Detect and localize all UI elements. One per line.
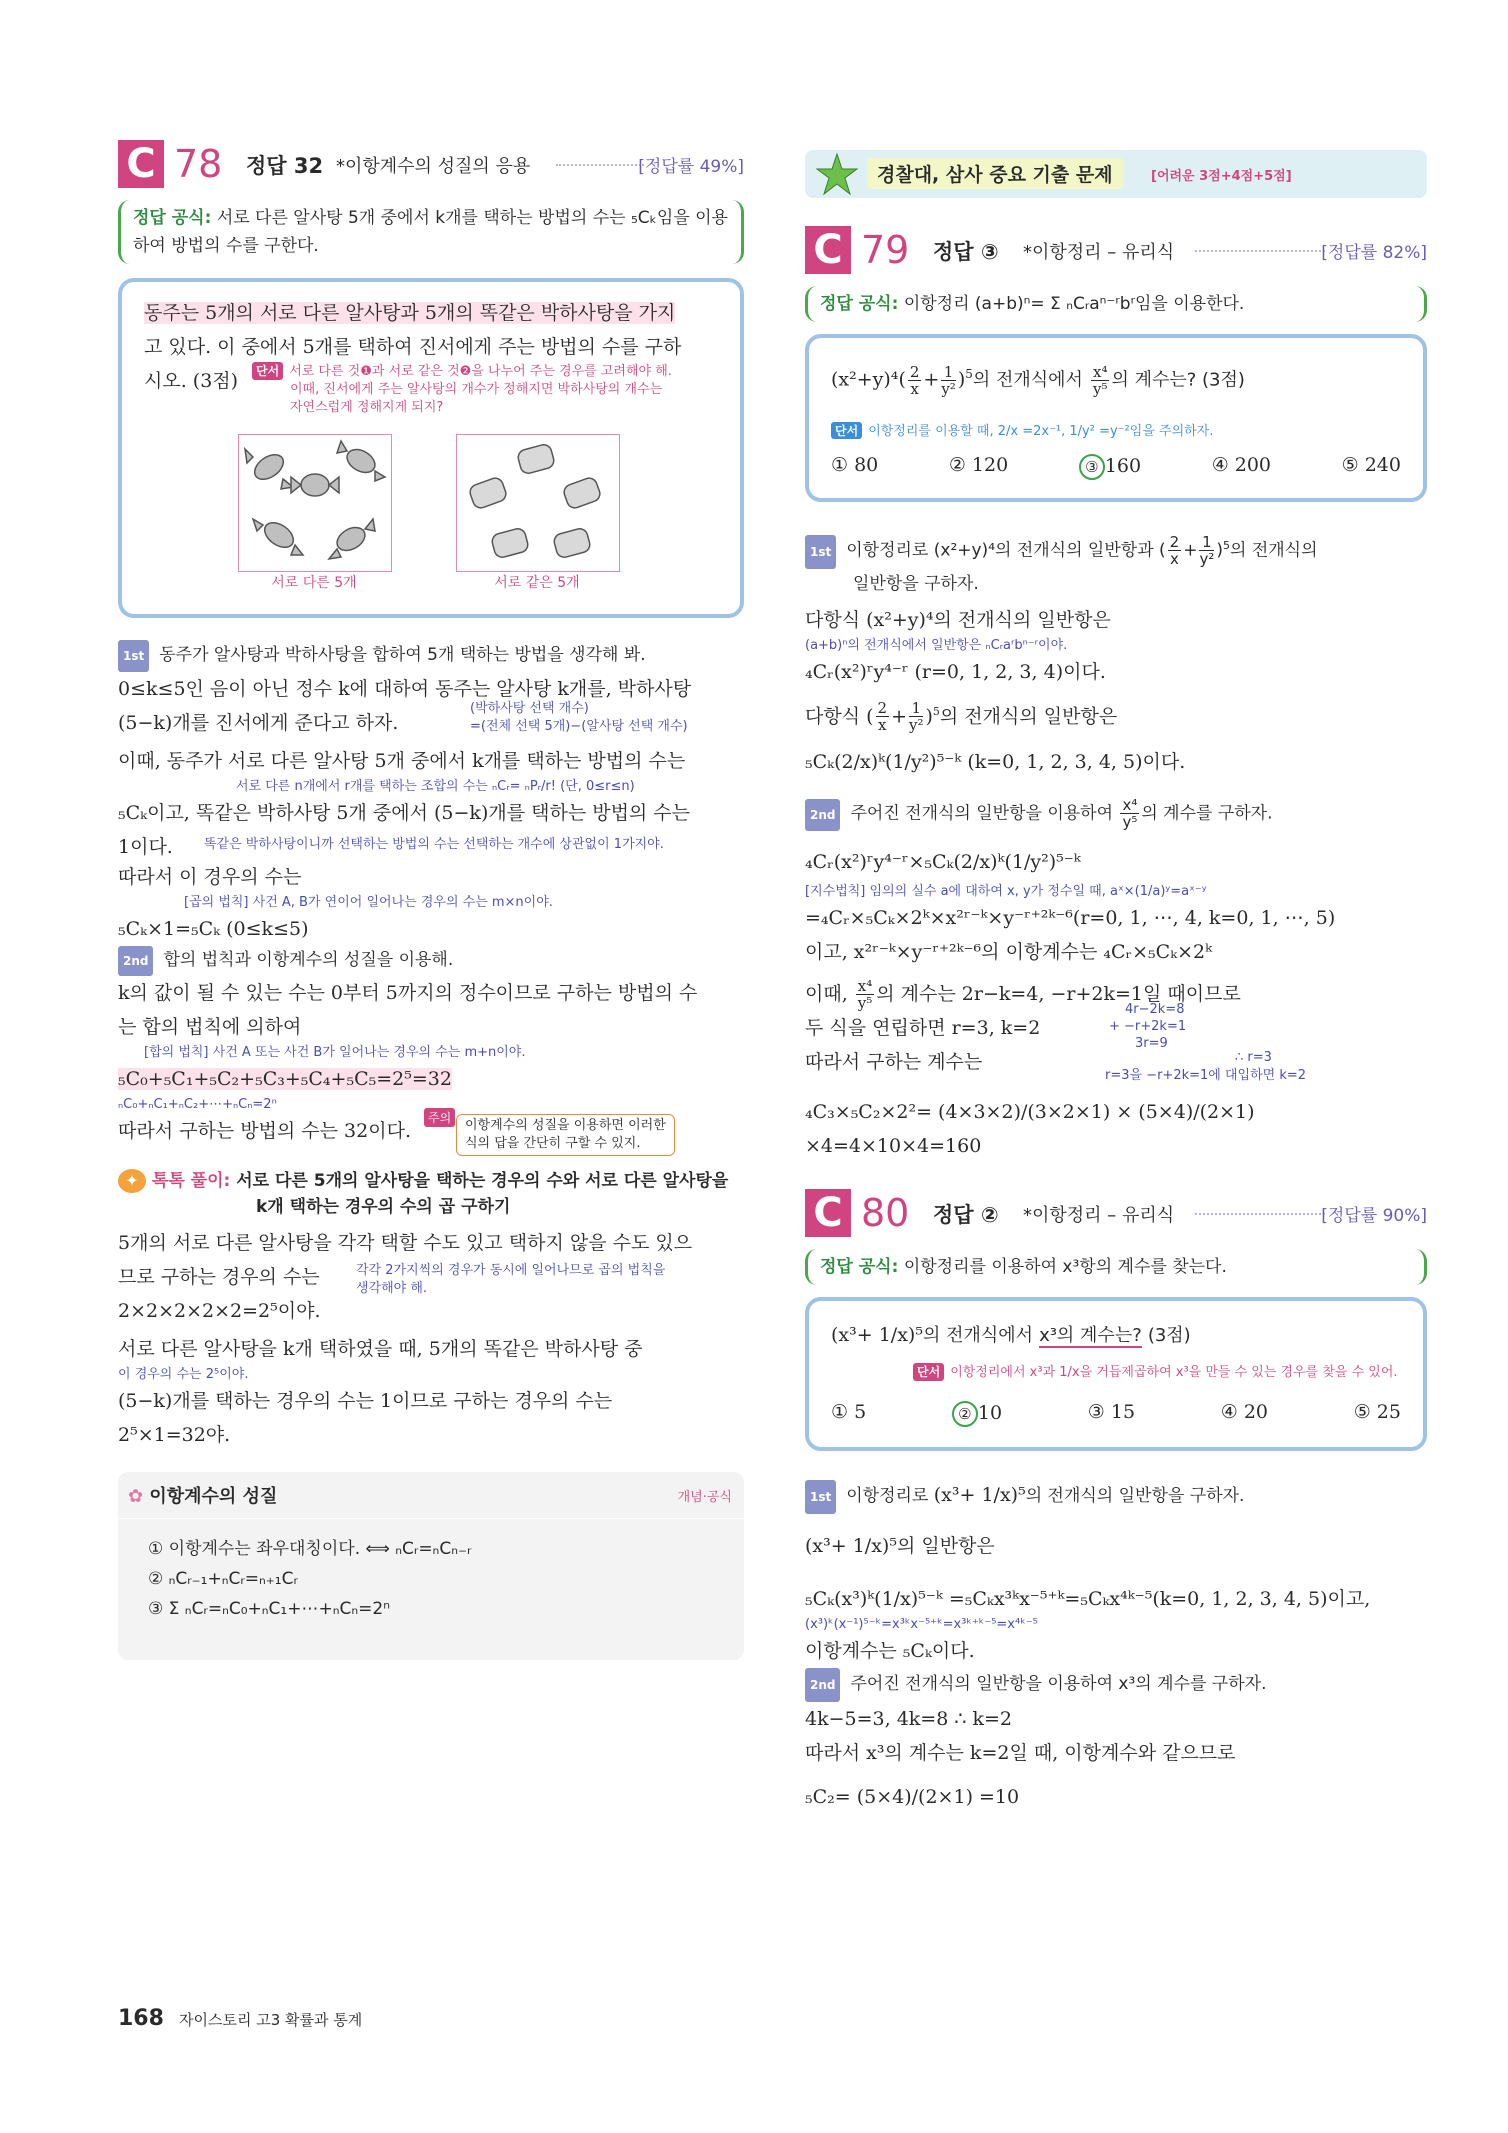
sol-calc-sub: r=3을 −r+2k=1에 대입하면 k=2 bbox=[1105, 1068, 1307, 1084]
answer-formula bbox=[118, 200, 744, 264]
banner bbox=[805, 150, 1427, 198]
toktok-line-6: 2⁵×1=32야. bbox=[118, 1424, 231, 1446]
sol-line-2: (5−k)개를 진서에게 준다고 하자. bbox=[118, 712, 399, 734]
sol-line-3b: 의 전개식의 일반항은 bbox=[939, 704, 1118, 727]
concept-tag: 개념·공식 bbox=[677, 1490, 732, 1505]
sol-note-3: 서로 다른 n개에서 r개를 택하는 조합의 수는 ₙCᵣ= ₙPᵣ/r! (단, 0≤r≤n) bbox=[236, 779, 635, 794]
choice-5[interactable]: ⑤ 240 bbox=[1341, 454, 1401, 476]
formula-text-2: 하여 방법의 수를 구한다. bbox=[133, 236, 319, 256]
hint-line-1: 서로 다른 것❶과 서로 같은 것❷을 나누어 주는 경우를 고려해야 해. bbox=[289, 364, 672, 379]
sol-line-3: 이때, 동주가 서로 다른 알사탕 5개 중에서 k개를 택하는 방법의 수는 bbox=[118, 750, 686, 772]
answer-label: 정답 32 bbox=[246, 154, 324, 178]
sol-note-1: (박하사탕 선택 개수) bbox=[470, 701, 589, 716]
answer-circle-icon: ③ bbox=[1079, 454, 1105, 480]
sol-line-5: 1이다. bbox=[118, 836, 173, 858]
choice-2[interactable]: ② 10 bbox=[952, 1401, 1002, 1427]
step-2nd-tag: 2nd bbox=[805, 799, 840, 831]
problem-line-3: 시오. (3점) bbox=[144, 370, 239, 392]
step-2nd-tag: 2nd bbox=[805, 1668, 840, 1702]
toktok-note-1: 각각 2가지씩의 경우가 동시에 일어나므로 곱의 법칙을 bbox=[356, 1263, 666, 1278]
answer-circle-icon: ② bbox=[952, 1401, 978, 1427]
solution-79: 1st 이항정리로 (x²+y)⁴의 전개식의 일반항과 ( $\frac{2}{x}$ + $\frac{1}{\text{y²}}$ )$^5$의 전개식의 일반항을 구하자. 다항식 (x²+y)⁴의 전개식의 일반항은 (a+b)ⁿ의 전개식에서 일반항은 ₙCᵣaʳbⁿ⁻ʳ이야. ₄Cᵣ(x²)ʳy⁴⁻ʳ (r=0, 1, 2, 3, 4)이다. 다항식 ( $\frac{2}{x}$ + $\frac{1}{\text{y²}}$ )$^5$의 전개식의 일반항은 ₅Cₖ(2/x)ᵏ(1/y²)⁵⁻ᵏ (k=0, 1, 2, 3, 4, 5)이다. 2nd 주어진 전개식의 일반항을 이용하여 $\frac{\text{x⁴}}{\text{y⁵}}$ 의 계수를 구하자. ₄Cᵣ(x²)ʳy⁴⁻ʳ×₅Cₖ(2/x)ᵏ(1/y²)⁵⁻ᵏ [지수법칙] 임의의 실수 a에 대하여 x, y가 정수일 때, aˣ×(1/a)ʸ=aˣ⁻ʸ =₄Cᵣ×₅Cₖ×2ᵏ×x²ʳ⁻ᵏ×y⁻ʳ⁺²ᵏ⁻⁶(r=0, 1, ⋯, 4, k=0, 1, ⋯, 5) 이고, x²ʳ⁻ᵏ×y⁻ʳ⁺²ᵏ⁻⁶의 이항계수는 ₄Cᵣ×₅Cₖ×2ᵏ 이때, $\frac{\text{x⁴}}{\text{y⁵}}$ 의 계수는 2r−k=4, −r+2k=1일 때이므로 두 식을 연립하면 r=3, k=2 따라서 구하는 계수는 4r−2k=8 + −r+2k=1 3r=9 ∴ r=3 r=3을 −r+2k=1에 대입하면 k=2 ₄C₃×₅C₂×2²= (4×3×2)/(3×2×1) × (5×4)/(2×1) ×4=4×10×4=160 bbox=[805, 530, 1427, 1163]
step-2nd-b: 의 계수를 구하자. bbox=[1141, 803, 1273, 824]
solution-80: 1st 이항정리로 (x³+ 1/x)⁵의 전개식의 일반항을 구하자. (x³+ 1/x)⁵의 일반항은 ₅Cₖ(x³)ᵏ(1/x)⁵⁻ᵏ =₅Cₖx³ᵏx⁻⁵⁺ᵏ=₅Cₖx⁴ᵏ⁻⁵(k=0, 1, 2, 3, 4, 5)이고, (x³)ᵏ(x⁻¹)⁵⁻ᵏ=x³ᵏx⁻⁵⁺ᵏ=x³ᵏ⁺ᵏ⁻⁵=x⁴ᵏ⁻⁵ 이항계수는 ₅Cₖ이다. 2nd 주어진 전개식의 일반항을 이용하여 x³의 계수를 구하자. 4k−5=3, 4k=8 ∴ k=2 따라서 x³의 계수는 k=2일 때, 이항계수와 같으므로 ₅C₂= (5×4)/(2×1) =10 bbox=[805, 1477, 1427, 1814]
toktok-line-4: 서로 다른 알사탕을 k개 택하였을 때, 5개의 똑같은 박하사탕 중 bbox=[118, 1338, 643, 1360]
sol-note-1: (a+b)ⁿ의 전개식에서 일반항은 ₙCᵣaʳbⁿ⁻ʳ이야. bbox=[805, 637, 1068, 653]
topic-label: *이항정리 – 유리식 bbox=[1023, 1205, 1175, 1227]
toktok-icon: ✦ bbox=[118, 1169, 146, 1193]
sol-line-8: k의 값이 될 수 있는 수는 0부터 5까지의 정수이므로 구하는 방법의 수 bbox=[118, 982, 698, 1004]
toktok-line-5: (5−k)개를 택하는 경우의 수는 1이므로 구하는 경우의 수는 bbox=[118, 1390, 613, 1412]
sol-line-5: ₄Cᵣ(x²)ʳy⁴⁻ʳ×₅Cₖ(2/x)ᵏ(1/y²)⁵⁻ᵏ bbox=[805, 850, 1081, 873]
sol-line-11: 따라서 구하는 방법의 수는 32이다. bbox=[118, 1120, 411, 1142]
choice-4[interactable]: ④ 20 bbox=[1220, 1401, 1269, 1424]
choice-3[interactable]: ③ 15 bbox=[1087, 1401, 1136, 1424]
sol-note-5: [곱의 법칙] 사건 A, B가 연이어 일어나는 경우의 수는 m×n이야. bbox=[184, 895, 553, 910]
problem-box bbox=[805, 1297, 1427, 1451]
sol-line-10: ₅C₀+₅C₁+₅C₂+₅C₃+₅C₄+₅C₅=2⁵=32 bbox=[118, 1068, 452, 1090]
correct-rate: [정답률 49%] bbox=[638, 157, 744, 177]
sol-line-11: ₄C₃×₅C₂×2²= (4×3×2)/(3×2×1) × (5×4)/(2×1) ×4=4×10×4=160 bbox=[805, 1101, 1255, 1158]
sol-line-1: 0≤k≤5인 음이 아닌 정수 k에 대하여 동주는 알사탕 k개를, 박하사탕 bbox=[118, 678, 692, 700]
toktok-desc-2: k개 택하는 경우의 수의 곱 구하기 bbox=[256, 1197, 511, 1217]
step-1st-a: 이항정리로 bbox=[846, 1486, 929, 1507]
step-1st-tag: 1st bbox=[805, 1480, 836, 1514]
sol-calc-result: ∴ r=3 bbox=[1235, 1050, 1272, 1066]
star-icon bbox=[815, 152, 859, 196]
concept-item-2: ② ₙCᵣ₋₁+ₙCᵣ=ₙ₊₁Cᵣ bbox=[148, 1569, 298, 1589]
formula-label: 정답 공식: bbox=[820, 294, 899, 314]
caution-line-1: 이항계수의 성질을 이용하면 이러한 bbox=[465, 1118, 666, 1133]
step-1st-tag: 1st bbox=[805, 535, 836, 569]
candy-image bbox=[238, 434, 392, 572]
toktok-note-2: 생각해야 해. bbox=[356, 1281, 428, 1296]
sol-line-9: 두 식을 연립하면 r=3, k=2 bbox=[805, 1017, 1041, 1040]
hint-text: 이항정리를 이용할 때, 2/x =2x⁻¹, 1/y² =y⁻²임을 주의하자. bbox=[868, 424, 1214, 439]
formula-text: 이항정리 (a+b)ⁿ= Σ ₙCᵣaⁿ⁻ʳbʳ임을 이용한다. bbox=[903, 294, 1245, 314]
answer-label: 정답 ② bbox=[933, 1203, 999, 1228]
step-2nd: 주어진 전개식의 일반항을 이용하여 x³의 계수를 구하자. bbox=[850, 1674, 1267, 1695]
image-label-same: 서로 같은 5개 bbox=[494, 575, 580, 591]
sol-line-1a: (x³+ 1/x)⁵ bbox=[805, 1535, 897, 1558]
sol-line-8b: 의 계수는 2r−k=4, −r+2k=1일 때이므로 bbox=[876, 982, 1241, 1005]
sol-note-2: [지수법칙] 임의의 실수 a에 대하여 x, y가 정수일 때, aˣ×(1/a)ʸ=aˣ⁻ʸ bbox=[805, 883, 1207, 899]
flower-icon: ✿ bbox=[128, 1486, 144, 1507]
image-label-different: 서로 다른 5개 bbox=[271, 575, 357, 591]
right-column bbox=[805, 150, 1427, 1814]
problem-badge: C bbox=[805, 1189, 851, 1237]
choice-4[interactable]: ④ 200 bbox=[1211, 454, 1272, 476]
sol-line-7: 이고, x²ʳ⁻ᵏ×y⁻ʳ⁺²ᵏ⁻⁶의 이항계수는 ₄Cᵣ×₅Cₖ×2ᵏ bbox=[805, 940, 1213, 963]
problem-line-2: 고 있다. 이 중에서 5개를 택하여 진서에게 주는 방법의 수를 구하 bbox=[144, 336, 682, 358]
correct-rate: [정답률 90%] bbox=[1321, 1206, 1427, 1227]
hint bbox=[252, 362, 722, 417]
dotted-leader bbox=[1195, 1213, 1325, 1215]
problem-number: 79 bbox=[861, 228, 910, 272]
sol-line-10: 따라서 구하는 계수는 bbox=[805, 1051, 983, 1074]
sol-line-7: ₅Cₖ×1=₅Cₖ (0≤k≤5) bbox=[118, 918, 309, 940]
hint-tag: 단서 bbox=[913, 1363, 944, 1381]
choice-1[interactable]: ① 80 bbox=[831, 454, 879, 476]
sol-line-1b: 의 일반항은 bbox=[896, 1535, 995, 1558]
concept-title: 이항계수의 성질 bbox=[149, 1486, 278, 1507]
choice-1[interactable]: ① 5 bbox=[831, 1401, 867, 1424]
hint-text: 이항정리에서 x³과 1/x을 거듭제곱하여 x³을 만들 수 있는 경우를 찾을 수 있어. bbox=[950, 1365, 1398, 1381]
caution-box bbox=[456, 1114, 675, 1156]
hint-tag: 단서 bbox=[831, 422, 862, 439]
toktok-note-3: 이 경우의 수는 2⁵이야. bbox=[118, 1367, 249, 1382]
step-1st-b: 의 전개식의 bbox=[1230, 540, 1318, 561]
problem-badge: C bbox=[118, 140, 164, 188]
page-footer bbox=[118, 2006, 362, 2031]
sol-line-3: 이항계수는 ₅Cₖ이다. bbox=[805, 1640, 975, 1663]
answer-formula bbox=[805, 1249, 1427, 1285]
sol-line-3a: 다항식 bbox=[805, 704, 861, 727]
sol-line-9: 는 합의 법칙에 의하여 bbox=[118, 1016, 302, 1038]
sol-note-4: 똑같은 박하사탕이니까 선택하는 방법의 수는 선택하는 개수에 상관없이 1가지야. bbox=[204, 837, 664, 852]
hint-tag: 단서 bbox=[252, 362, 283, 380]
problem-box bbox=[118, 278, 744, 618]
banner-sub: [어려운 3점+4점+5점] bbox=[1151, 169, 1292, 184]
correct-rate: [정답률 82%] bbox=[1321, 243, 1427, 263]
sol-line-6: =₄Cᵣ×₅Cₖ×2ᵏ×x²ʳ⁻ᵏ×y⁻ʳ⁺²ᵏ⁻⁶(r=0, 1, ⋯, 4, k=0, 1, ⋯, 5) bbox=[805, 906, 1336, 929]
formula-text: 이항정리를 이용하여 x³항의 계수를 찾는다. bbox=[903, 1257, 1227, 1278]
step-1st-a: 이항정리로 (x²+y)⁴의 전개식의 일반항과 bbox=[846, 540, 1154, 561]
banner-title: 경찰대, 삼사 중요 기출 문제 bbox=[867, 158, 1123, 189]
step-2nd-tag: 2nd bbox=[118, 946, 153, 976]
problem-78-header bbox=[118, 140, 744, 194]
sol-line-4: 4k−5=3, 4k=8 ∴ k=2 bbox=[805, 1708, 1012, 1731]
hint-line-3: 자연스럽게 정해지게 되지? bbox=[290, 400, 444, 415]
step-1st-b: 의 전개식의 일반항을 구하자. bbox=[1025, 1486, 1245, 1507]
problem-number: 80 bbox=[861, 1191, 910, 1236]
sol-line-2: ₄Cᵣ(x²)ʳy⁴⁻ʳ (r=0, 1, 2, 3, 4)이다. bbox=[805, 660, 1106, 683]
formula-text: 서로 다른 알사탕 5개 중에서 k개를 택하는 방법의 수는 ₅Cₖ임을 이용 bbox=[216, 208, 728, 228]
choice-2[interactable]: ② 120 bbox=[948, 454, 1009, 476]
caution-tag: 주의 bbox=[424, 1108, 455, 1127]
choice-5[interactable]: ⑤ 25 bbox=[1353, 1401, 1401, 1424]
left-column bbox=[118, 140, 744, 1660]
toktok-line-3: 2×2×2×2×2=2⁵이야. bbox=[118, 1300, 321, 1322]
dotted-leader bbox=[556, 164, 644, 166]
sol-line-1: 다항식 (x²+y)⁴의 전개식의 일반항은 bbox=[805, 608, 1111, 631]
sol-note-2: =(전체 선택 5개)−(알사탕 선택 개수) bbox=[470, 719, 688, 734]
topic-label: *이항계수의 성질의 응용 bbox=[336, 156, 531, 177]
sol-calc: 4r−2k=8 + −r+2k=1 3r=9 bbox=[1109, 1002, 1187, 1052]
problem-line-1: 동주는 5개의 서로 다른 알사탕과 5개의 똑같은 박하사탕을 가지 bbox=[144, 302, 676, 324]
problem-79-header bbox=[805, 226, 1427, 280]
hint bbox=[913, 1363, 1413, 1382]
problem-statement: (x²+y)⁴( $\frac{2}{x}$ + $\frac{1}{\text{y²}}$ )$^5$의 전개식에서 $\frac{\text{x⁴}}{\text{y⁵}}$ 의 계수는? (3점) bbox=[831, 362, 1245, 398]
step-2nd-a: 주어진 전개식의 일반항을 이용하여 bbox=[850, 803, 1114, 824]
answer-label: 정답 ③ bbox=[933, 240, 999, 264]
concept-box bbox=[118, 1472, 744, 1660]
sol-note-6: [합의 법칙] 사건 A 또는 사건 B가 일어나는 경우의 수는 m+n이야. bbox=[144, 1045, 526, 1060]
mint-image bbox=[456, 434, 620, 572]
sol-line-8a: 이때, bbox=[805, 982, 848, 1005]
toktok-title: 톡톡 풀이: bbox=[151, 1171, 231, 1191]
toktok-line-1: 5개의 서로 다른 알사탕을 각각 택할 수도 있고 택하지 않을 수도 있으 bbox=[118, 1232, 693, 1254]
toktok-solution bbox=[118, 1168, 744, 1452]
problem-box bbox=[805, 334, 1427, 502]
sol-note-7: ₙC₀+ₙC₁+ₙC₂+⋯+ₙCₙ=2ⁿ bbox=[118, 1097, 277, 1112]
book-title: 자이스토리 고3 확률과 통계 bbox=[179, 2011, 363, 2029]
choices bbox=[831, 454, 1401, 480]
problem-number: 78 bbox=[174, 142, 223, 186]
formula-label: 정답 공식: bbox=[820, 1257, 899, 1278]
toktok-desc-1: 서로 다른 5개의 알사탕을 택하는 경우의 수와 서로 다른 알사탕을 bbox=[236, 1171, 729, 1191]
page-number: 168 bbox=[118, 2006, 164, 2031]
problem-statement: (x³+ 1/x)⁵의 전개식에서 x³의 계수는? (3점) bbox=[831, 1324, 1191, 1347]
sol-note-1: (x³)ᵏ(x⁻¹)⁵⁻ᵏ=x³ᵏx⁻⁵⁺ᵏ=x³ᵏ⁺ᵏ⁻⁵=x⁴ᵏ⁻⁵ bbox=[805, 1617, 1038, 1633]
hint bbox=[831, 420, 1213, 439]
sol-line-6: ₅C₂= (5×4)/(2×1) =10 bbox=[805, 1786, 1020, 1809]
sol-line-2: ₅Cₖ(x³)ᵏ(1/x)⁵⁻ᵏ =₅Cₖx³ᵏx⁻⁵⁺ᵏ=₅Cₖx⁴ᵏ⁻⁵(k=0, 1, 2, 3, 4, 5)이고, bbox=[805, 1588, 1371, 1611]
step-1st-c: 일반항을 구하자. bbox=[853, 573, 979, 594]
step-1st: 동주가 알사탕과 박하사탕을 합하여 5개 택하는 방법을 생각해 봐. bbox=[159, 645, 646, 665]
toktok-line-2: 므로 구하는 경우의 수는 bbox=[118, 1266, 320, 1288]
hint-line-2: 이때, 진서에게 주는 알사탕의 개수가 정해지면 박하사탕의 개수는 bbox=[290, 382, 663, 397]
problem-80-header bbox=[805, 1189, 1427, 1243]
choices bbox=[831, 1401, 1401, 1427]
step-1st-tag: 1st bbox=[118, 640, 149, 672]
choice-3[interactable]: ③ 160 bbox=[1079, 454, 1141, 480]
sol-line-4: ₅Cₖ(2/x)ᵏ(1/y²)⁵⁻ᵏ (k=0, 1, 2, 3, 4, 5)이다. bbox=[805, 751, 1186, 774]
solution-78 bbox=[118, 640, 744, 1154]
sol-line-5: 따라서 x³의 계수는 k=2일 때, 이항계수와 같으므로 bbox=[805, 1742, 1236, 1765]
dotted-leader bbox=[1195, 250, 1325, 252]
answer-formula bbox=[805, 286, 1427, 322]
concept-item-3: ③ Σ ₙCᵣ=ₙC₀+ₙC₁+⋯+ₙCₙ=2ⁿ bbox=[148, 1599, 390, 1619]
caution-line-2: 식의 답을 간단히 구할 수 있지. bbox=[465, 1136, 641, 1151]
sol-line-6: 따라서 이 경우의 수는 bbox=[118, 866, 302, 888]
sol-line-4: ₅Cₖ이고, 똑같은 박하사탕 5개 중에서 (5−k)개를 택하는 방법의 수는 bbox=[118, 802, 691, 824]
topic-label: *이항정리 – 유리식 bbox=[1023, 242, 1175, 263]
formula-label: 정답 공식: bbox=[133, 208, 212, 228]
concept-item-1: ① 이항계수는 좌우대칭이다. ⟺ ₙCᵣ=ₙCₙ₋ᵣ bbox=[148, 1539, 472, 1559]
problem-badge: C bbox=[805, 226, 851, 274]
step-2nd: 합의 법칙과 이항계수의 성질을 이용해. bbox=[163, 950, 454, 970]
